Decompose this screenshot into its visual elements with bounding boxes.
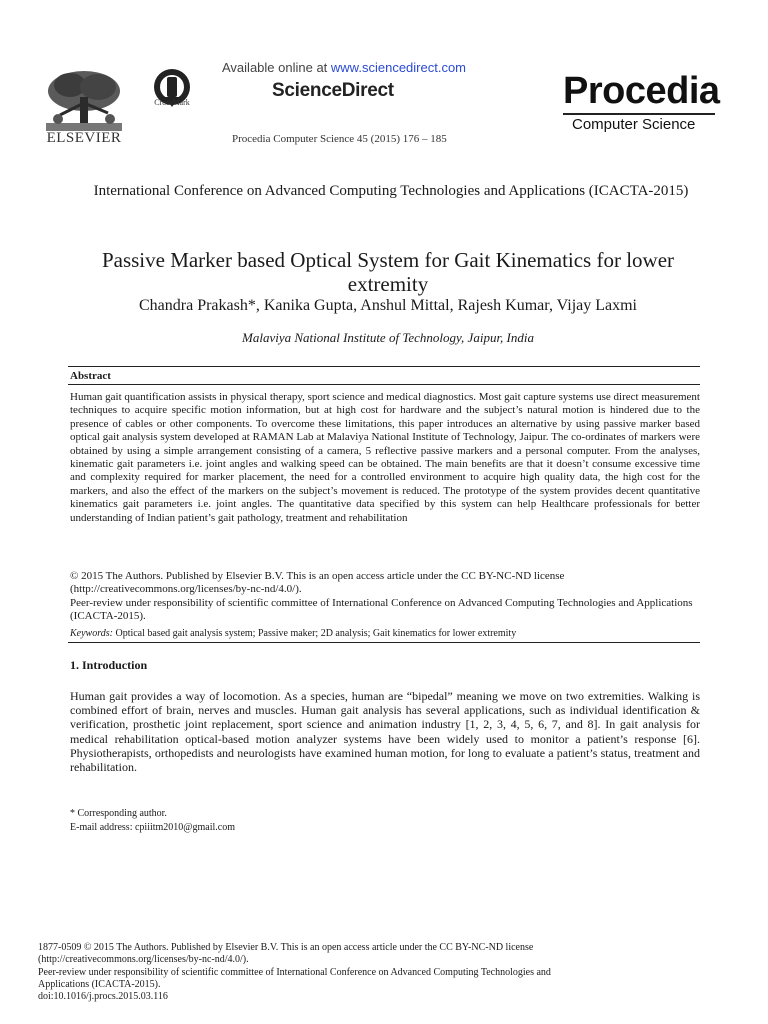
conference-name: International Conference on Advanced Computing Technologies and Applications (ICACTA-2015)	[93, 183, 689, 199]
corresponding-author-note: * Corresponding author.	[70, 808, 167, 819]
procedia-logo: Procedia	[563, 70, 720, 112]
keywords-text: Optical based gait analysis system; Passive maker; 2D analysis; Gait kinematics for lower extremity	[112, 628, 517, 639]
abstract-bottom-rule	[68, 642, 700, 643]
footer-line: Applications (ICACTA-2015).	[38, 978, 161, 990]
elsevier-wordmark: ELSEVIER	[46, 130, 122, 146]
procedia-divider	[563, 113, 715, 115]
keywords	[70, 628, 700, 639]
paper-title: Passive Marker based Optical System for Gait Kinematics for lower extremity	[101, 248, 675, 296]
procedia-subtitle: Computer Science	[572, 116, 696, 133]
footer-license-link[interactable]: (http://creativecommons.org/licenses/by-nc-nd/4.0/).	[38, 954, 249, 966]
footer-doi[interactable]: doi:10.1016/j.procs.2015.03.116	[38, 991, 168, 1003]
introduction-heading: 1. Introduction	[70, 658, 148, 672]
sciencedirect-brand: ScienceDirect	[272, 80, 394, 101]
abstract-head-rule	[68, 384, 700, 385]
available-prefix: Available online at	[222, 60, 331, 75]
introduction-text: Human gait provides a way of locomotion. As a species, human are “bipedal” meaning we move on two extremities. Walking is combined effort of brain, nerves and muscles. Human gait analysis has several applications, such as individual identification & verification, prosthetic joint replacement, sport science and animation industry [1, 2, 3, 4, 5, 6, 7, and 8]. In gait analysis for medical rehabilitation optical-based motion analyzer systems have been widely used to monitor a patient’s response [6]. Physiotherapists, orthopedists and neurologists have examined human motion, for long to evaluate a patient’s status, treatment and rehabilitation.	[70, 689, 700, 775]
available-online-line	[222, 60, 466, 75]
license-statement: © 2015 The Authors. Published by Elsevier B.V. This is an open access article under the CC BY-NC-ND license (http://creativecommons.org/licenses/by-nc-nd/4.0/).	[70, 570, 565, 595]
footer-line: 1877-0509 © 2015 The Authors. Published by Elsevier B.V. This is an open access article under the CC BY-NC-ND license	[38, 942, 534, 953]
abstract-heading: Abstract	[70, 370, 111, 382]
email-address: E-mail address: cpiiitm2010@gmail.com	[70, 822, 236, 833]
keywords-label: Keywords:	[70, 628, 113, 639]
peer-review-statement: Peer-review under responsibility of scientific committee of International Conference on Advanced Computing Technologies and Applications (ICACTA-2015).	[70, 597, 693, 622]
abstract-text: Human gait quantification assists in physical therapy, sport science and medical diagnostics. Most gait capture systems use direct measurement techniques to acquire specific motion information, but at high cost for hardware and the subject’s natural motion is hindered due to the presence of cables or other components. To overcome these limitations, this paper introduces an alternative by using passive marker based optical gait analysis system developed at RAMAN Lab at Malaviya National Institute of Technology, Jaipur. The co-ordinates of markers were obtained by using a simple arrangement consisting of a camera, 5 reflective passive markers and a personal computer. From the analyses, kinematic gait parameters i.e. joint angles and walking speed can be obtained. The main benefits are that it doesn’t consume excessive time and complexity required for marker placement, the need for a controlled environment to acquire high quality data, the high cost for the markers, and also the effect of the markers on the subject’s movement is reduced. The prototype of the system provides decent quantitative kinematics gait parameters i.e. joint angles. The quantitative data specified by this system can help Healthcare professionals for better understanding of Indian patient’s gait pathology, treatment and rehabilitation	[70, 391, 700, 524]
page-footer	[38, 942, 728, 1003]
abstract-top-rule	[68, 366, 700, 367]
footer-line: Peer-review under responsibility of scientific committee of International Conference on Advanced Computing Technologies and	[38, 966, 551, 978]
affiliation: Malaviya National Institute of Technology, Jaipur, India	[242, 330, 534, 345]
journal-citation: Procedia Computer Science 45 (2015) 176 – 185	[232, 133, 447, 145]
sciencedirect-link[interactable]: www.sciencedirect.com	[330, 60, 467, 75]
author-list: Chandra Prakash*, Kanika Gupta, Anshul Mittal, Rajesh Kumar, Vijay Laxmi	[138, 297, 637, 314]
crossmark-label: CrossMark	[154, 98, 190, 107]
